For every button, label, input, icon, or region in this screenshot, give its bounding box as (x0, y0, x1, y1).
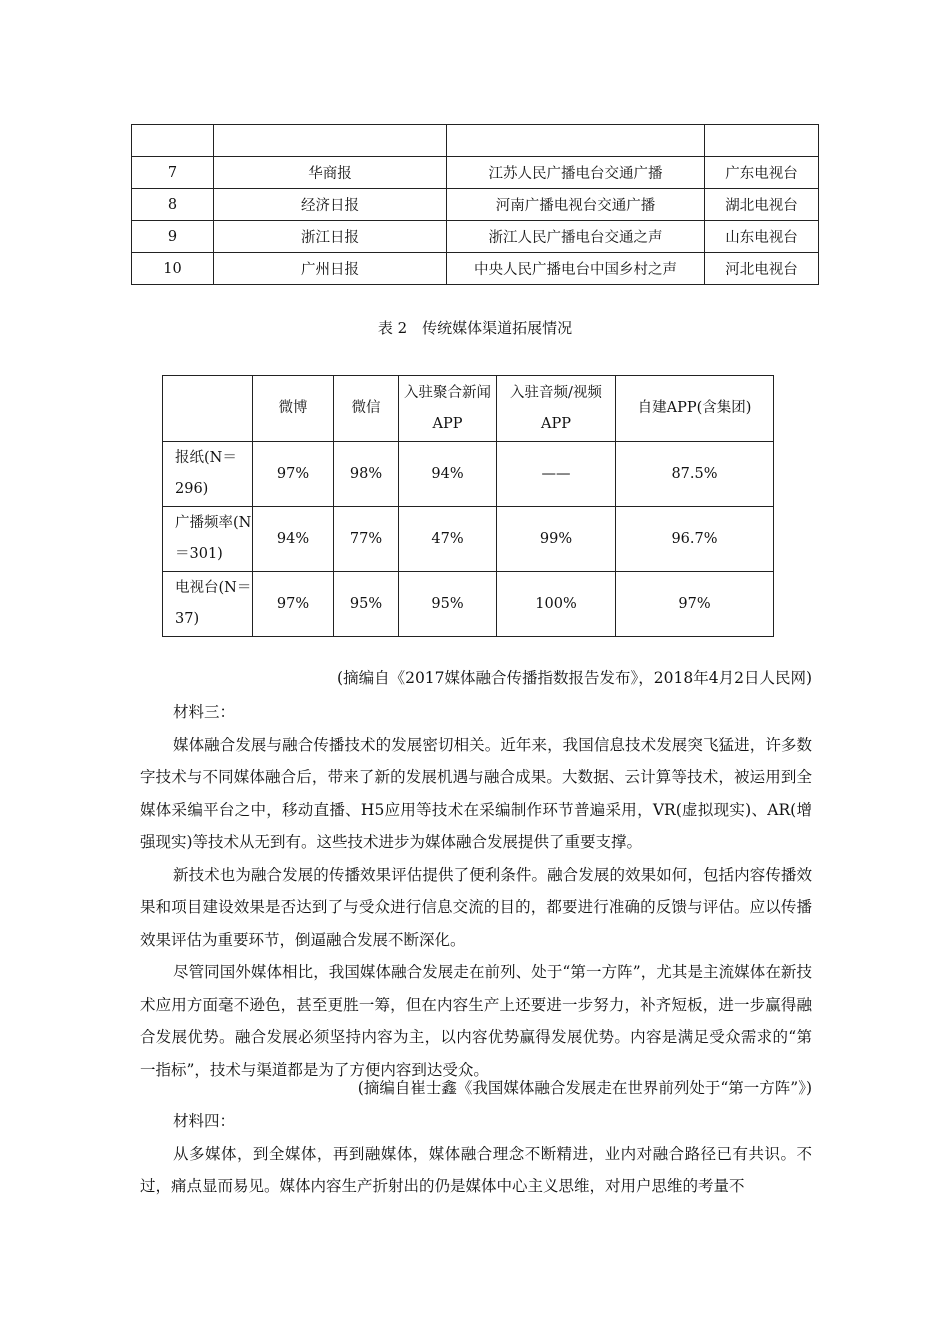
table-row (132, 157, 819, 189)
table-cell: —— (497, 442, 616, 507)
table-header-row (163, 376, 774, 442)
source-citation: (摘编自《2017媒体融合传播指数报告发布》，2018年4月2日人民网) (337, 669, 812, 687)
paragraph: 新技术也为融合发展的传播效果评估提供了便利条件。融合发展的效果如何，包括内容传播效果和项目建设效果是否达到了与受众进行信息交流的目的，都要进行准确的反馈与评估。应以传播效果评估为重要环节，倒逼融合发展不断深化。 (140, 865, 812, 949)
channel-expansion-table (162, 375, 774, 637)
table-cell: 47% (399, 507, 497, 572)
table-row (132, 221, 819, 253)
material-section-3 (140, 696, 812, 1086)
table-cell: 95% (399, 572, 497, 637)
table-cell (214, 125, 447, 157)
section-title: 材料三： (173, 703, 236, 721)
table-cell: 广州日报 (214, 253, 447, 285)
table-cell: 湖北电视台 (705, 189, 819, 221)
table-cell: 中央人民广播电台中国乡村之声 (447, 253, 705, 285)
table-cell (447, 125, 705, 157)
table-cell (705, 125, 819, 157)
table-cell: 浙江日报 (214, 221, 447, 253)
source-citation: (摘编自崔士鑫《我国媒体融合发展走在世界前列处于“第一方阵”》) (357, 1079, 812, 1097)
table-cell (132, 125, 214, 157)
row-label: 报纸(N＝296) (163, 442, 253, 507)
section-title: 材料四： (173, 1112, 236, 1130)
table-cell: 河北电视台 (705, 253, 819, 285)
table-row (163, 507, 774, 572)
table-cell: 94% (253, 507, 334, 572)
table-cell: 山东电视台 (705, 221, 819, 253)
paragraph: 从多媒体，到全媒体，再到融媒体，媒体融合理念不断精进，业内对融合路径已有共识。不过，痛点显而易见。媒体内容生产折射出的仍是媒体中心主义思维，对用户思维的考量不 (140, 1144, 812, 1195)
paragraph: 尽管同国外媒体相比，我国媒体融合发展走在前列、处于“第一方阵”，尤其是主流媒体在新技术应用方面毫不逊色，甚至更胜一筹，但在内容生产上还要进一步努力，补齐短板，进一步赢得融合发展优势。融合发展必须坚持内容为主，以内容优势赢得发展优势。内容是满足受众需求的“第一指标”，技术与渠道都是为了方便内容到达受众。 (140, 963, 812, 1079)
table-row (163, 572, 774, 637)
table-cell: 河南广播电视台交通广播 (447, 189, 705, 221)
table-header-cell: 微信 (334, 376, 399, 442)
channel-ranking-table (131, 124, 819, 285)
table-header-cell: 自建APP(含集团) (616, 376, 774, 442)
table-cell: 华商报 (214, 157, 447, 189)
table-cell: 广东电视台 (705, 157, 819, 189)
table-header-cell: 入驻音频/视频APP (497, 376, 616, 442)
table-cell: 江苏人民广播电台交通广播 (447, 157, 705, 189)
table-cell: 97% (616, 572, 774, 637)
table-cell: 浙江人民广播电台交通之声 (447, 221, 705, 253)
table-cell: 97% (253, 572, 334, 637)
table-header-cell: 入驻聚合新闻APP (399, 376, 497, 442)
table-caption: 表 2 传统媒体渠道拓展情况 (377, 319, 573, 337)
table-cell: 77% (334, 507, 399, 572)
table-cell: 100% (497, 572, 616, 637)
table-cell: 96.7% (616, 507, 774, 572)
table-cell: 8 (132, 189, 214, 221)
table-header-cell: 微博 (253, 376, 334, 442)
table-row (132, 253, 819, 285)
table-row (132, 125, 819, 157)
table-cell: 7 (132, 157, 214, 189)
table-cell: 94% (399, 442, 497, 507)
table-row (132, 189, 819, 221)
table-cell: 99% (497, 507, 616, 572)
table-cell: 95% (334, 572, 399, 637)
table-cell: 87.5% (616, 442, 774, 507)
table-cell: 97% (253, 442, 334, 507)
table-row (163, 442, 774, 507)
table-cell: 98% (334, 442, 399, 507)
row-label: 广播频率(N＝301) (163, 507, 253, 572)
material-section-4 (140, 1105, 812, 1203)
table-cell: 10 (132, 253, 214, 285)
table-header-cell (163, 376, 253, 442)
table-cell: 经济日报 (214, 189, 447, 221)
row-label: 电视台(N＝37) (163, 572, 253, 637)
table-cell: 9 (132, 221, 214, 253)
paragraph: 媒体融合发展与融合传播技术的发展密切相关。近年来，我国信息技术发展突飞猛进，许多数字技术与不同媒体融合后，带来了新的发展机遇与融合成果。大数据、云计算等技术，被运用到全媒体采编平台之中，移动直播、H5应用等技术在采编制作环节普遍采用，VR(虚拟现实)、AR(增强现实)等技术从无到有。这些技术进步为媒体融合发展提供了重要支撑。 (140, 735, 812, 851)
